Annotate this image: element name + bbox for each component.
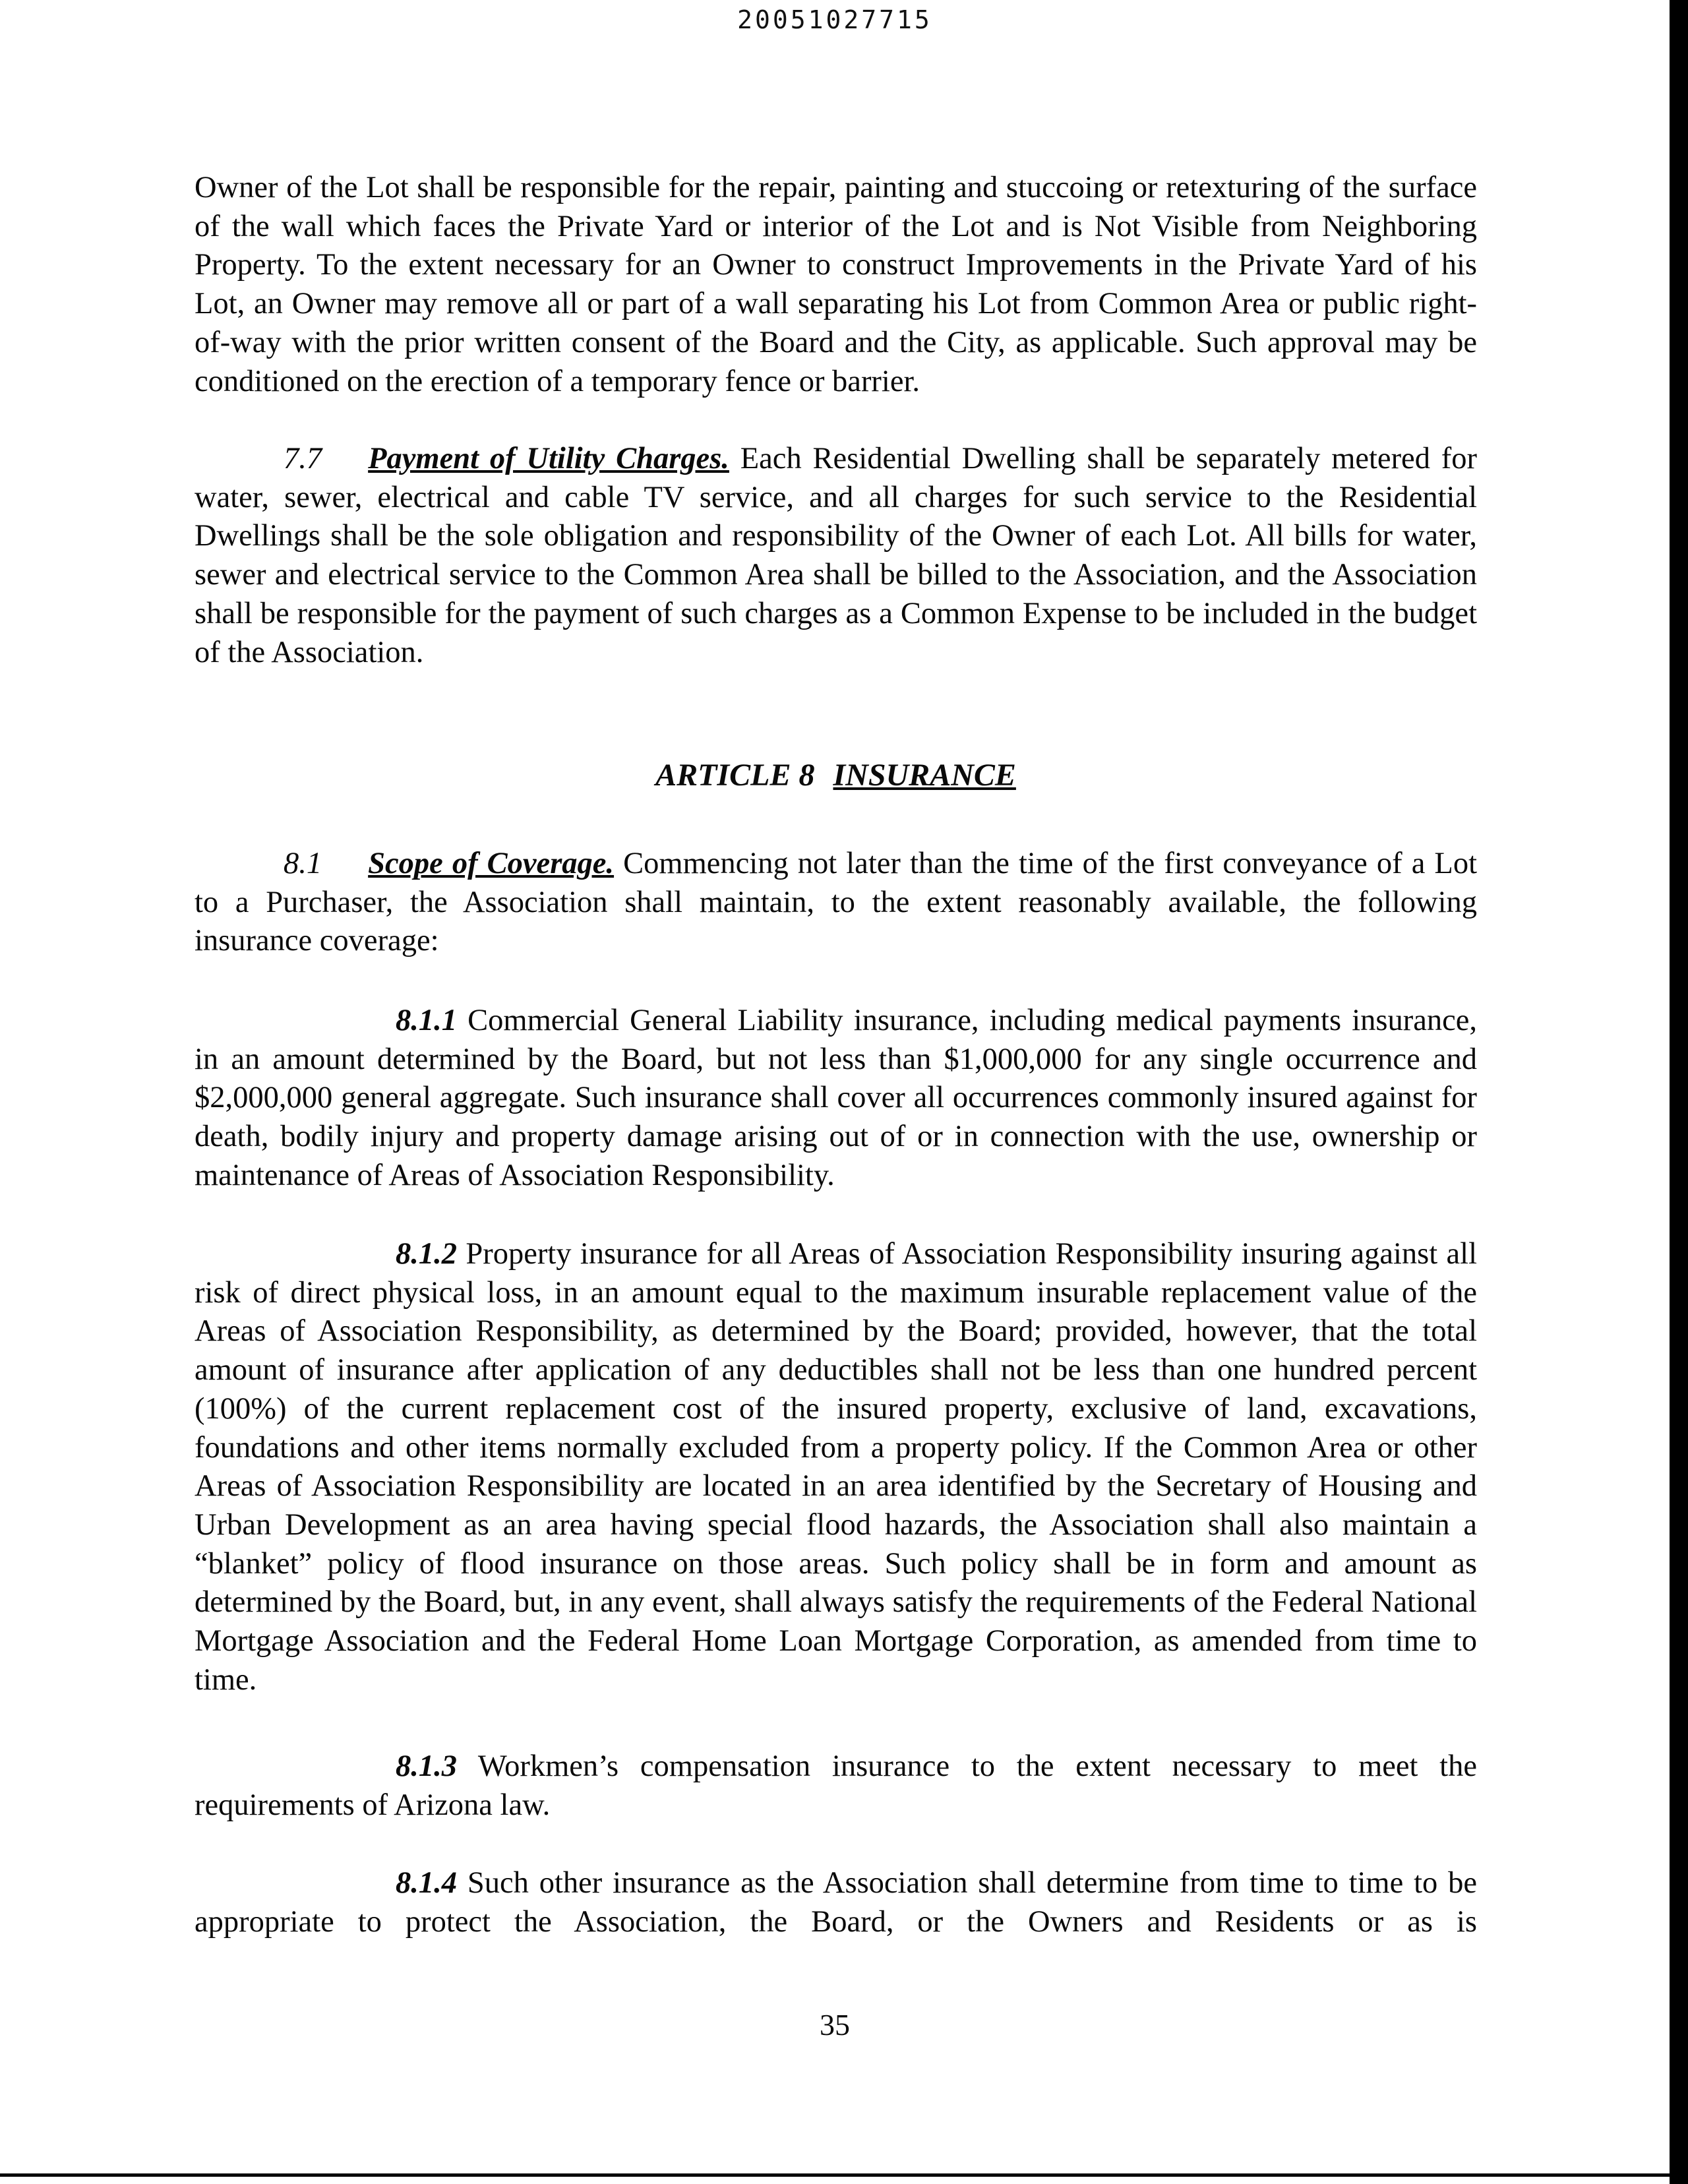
section-text: Such other insurance as the Association shall determine from time to time to be appropriate to protect the Association, the Board, or the Owners and Residents or as is [195,1866,1478,1939]
section-8-1-1 [195,1002,1477,1196]
section-number: 8.1.2 [396,1237,457,1271]
page-number: 35 [820,2008,850,2042]
section-8-1-3 [195,1747,1477,1825]
section-text: Property insurance for all Areas of Association Responsibility insuring against all risk of direct physical loss, in an amount equal to the maximum insurable replacement value of the Areas of Association Responsibility, as determined by the Board; provided, however, that the total amount of insurance after application of any deductibles shall not be less than one hundred percent (100%) of the current replacement cost of the insured property, exclusive of land, excavations, foundations and other items normally excluded from a property policy. If the Common Area or other Areas of Association Responsibility are located in an area identified by the Secretary of Housing and Urban Development as an area having special flood hazards, the Association shall also maintain a “blanket” policy of flood insurance on those areas. Such policy shall be in form and amount as determined by the Board, but, in any event, shall always satisfy the requirements of the Federal National Mortgage Association and the Federal Home Loan Mortgage Corporation, as amended from time to time. [195,1237,1478,1697]
section-number: 8.1.1 [396,1004,457,1037]
section-number: 8.1 [284,847,322,880]
section-8-1-2 [195,1235,1477,1699]
article-heading [195,757,1477,793]
section-text: Commercial General Liability insurance, including medical payments insurance, in an amount determined by the Board, but not less than $1,000,000 for any single occurrence and $2,000,000 general aggregate. Such insurance shall cover all occurrences commonly insured against for death, bodily injury and property damage arising out of or in connection with the use, ownership or maintenance of Areas of Association Responsibility. [195,1004,1477,1192]
section-text: Workmen’s compensation insurance to the extent necessary to meet the requirements of Arizona law. [195,1749,1477,1822]
section-number: 8.1.3 [396,1749,457,1783]
document-id: 20051027715 [737,5,932,34]
scan-edge-right [1670,0,1688,2184]
paragraph-wall-repair [195,169,1477,401]
section-number: 7.7 [284,442,322,475]
section-title: Payment of Utility Charges. [368,442,729,475]
paragraph-text: Owner of the Lot shall be responsible for the repair, painting and stuccoing or retexturing of the surface of the wall which faces the Private Yard or interior of the Lot and is Not Visible from Neighboring Property. To the extent necessary for an Owner to construct Improvements in the Private Yard of his Lot, an Owner may remove all or part of a wall separating his Lot from Common Area or public right-of-way with the prior written consent of the Board and the City, as applicable. Such approval may be conditioned on the erection of a temporary fence or barrier. [195,171,1477,398]
section-8-1 [195,845,1477,961]
article-label: ARTICLE 8 [655,758,815,793]
section-title: Scope of Coverage. [368,847,615,880]
section-text: Each Residential Dwelling shall be separately metered for water, sewer, electrical and cable TV service, and all charges for such service to the Residential Dwellings shall be the sole obligation and responsibility of the Owner of each Lot. All bills for water, sewer and electrical service to the Common Area shall be billed to the Association, and the Association shall be responsible for the payment of such charges as a Common Expense to be included in the budget of the Association. [195,442,1478,669]
article-title: INSURANCE [833,758,1016,793]
section-8-1-4 [195,1864,1477,1941]
section-number: 8.1.4 [396,1866,457,1900]
section-text: Commencing not later than the time of the first conveyance of a Lot to a Purchaser, the Association shall maintain, to the extent reasonably available, the following insurance coverage: [195,847,1477,958]
section-7-7 [195,440,1477,672]
scan-edge-bottom [0,2173,1688,2177]
